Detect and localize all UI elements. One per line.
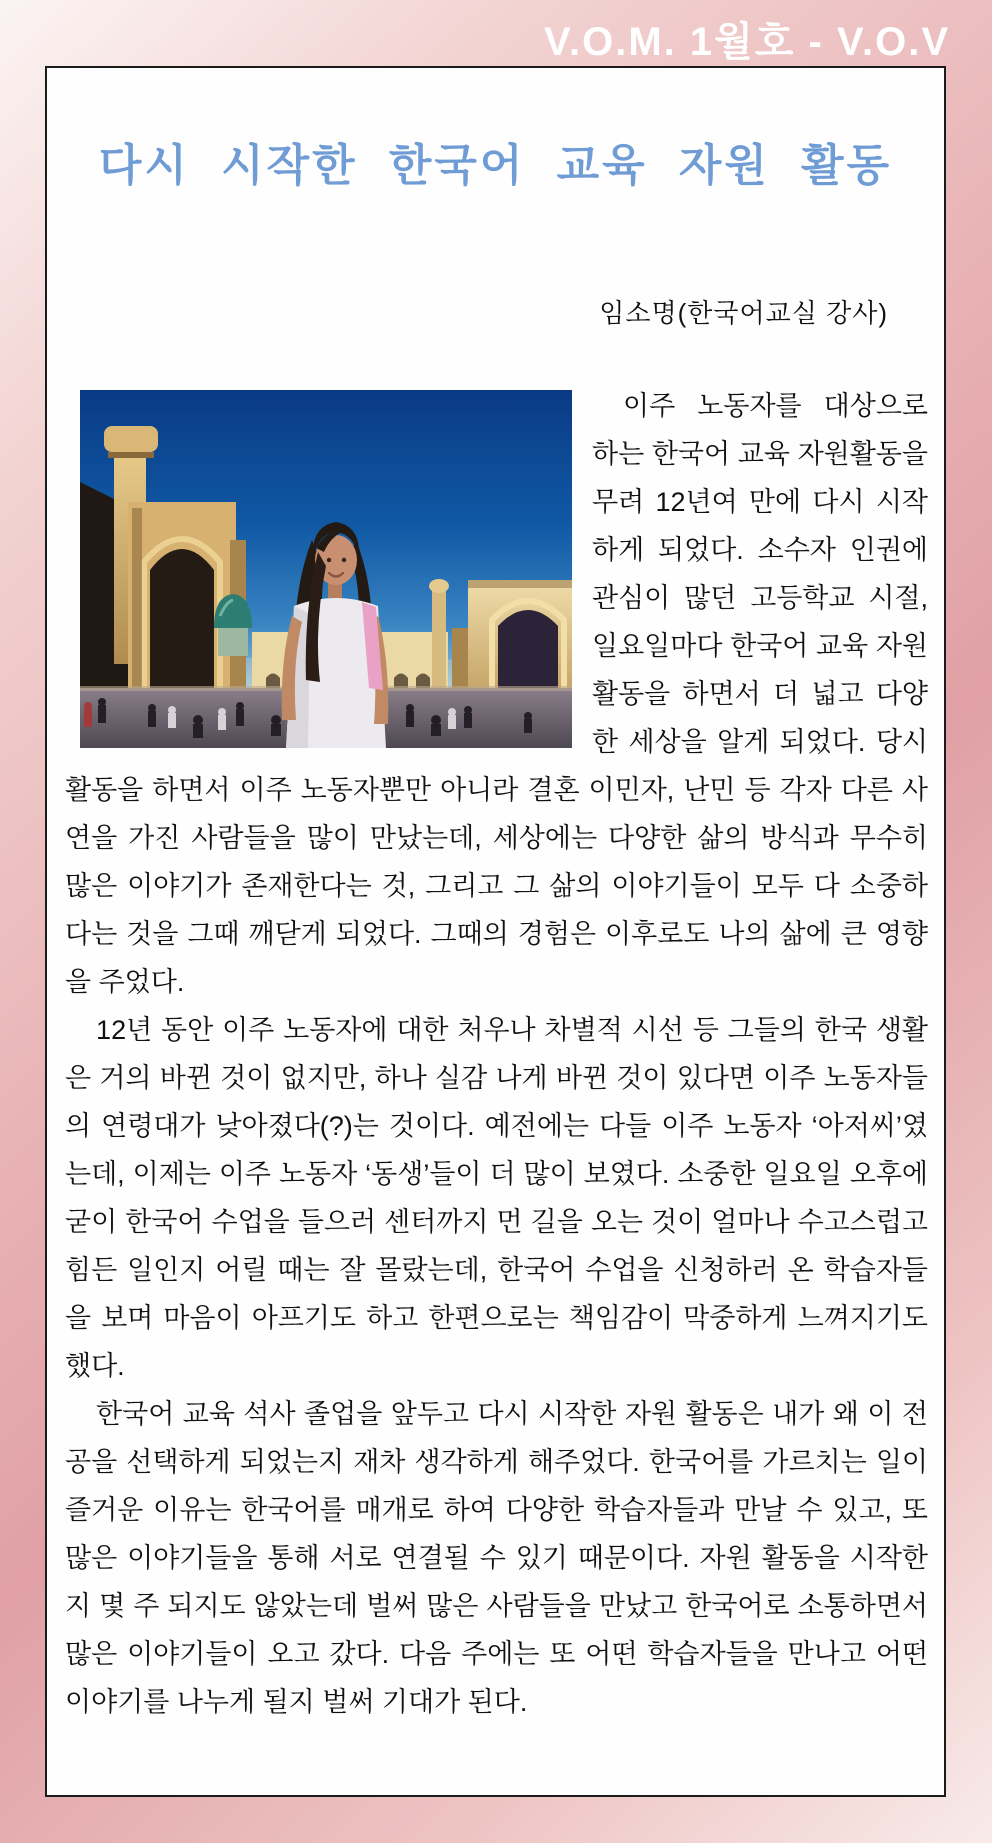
registan-square-photo [80, 390, 572, 748]
article-paragraph-3: 한국어 교육 석사 졸업을 앞두고 다시 시작한 자원 활동은 내가 왜 이 전공을 선택하게 되었는지 재차 생각하게 해주었다. 한국어를 가르치는 일이 즐거운 이유는 한국어를 매개로 하여 다양한 학습자들과 만날 수 있고, 또 많은 이야기들을 통해 서로 연결될 수 있기 때문이다. 자원 활동을 시작한 지 몇 주 되지도 않았는데 벌써 많은 사람들을 만났고 한국어로 소통하면서 많은 이야기들이 오고 갔다. 다음 주에는 또 어떤 학습자들을 만나고 어떤 이야기를 나누게 될지 벌써 기대가 된다. [65, 1398, 928, 1717]
article-body [47, 382, 944, 1726]
article-title: 다시 시작한 한국어 교육 자원 활동 [98, 141, 893, 190]
article-box [45, 66, 946, 1797]
article-byline: 임소명(한국어교실 강사) [599, 297, 888, 328]
newsletter-issue-header: V.O.M. 1월호 - V.O.V [544, 20, 950, 64]
article-paragraph-1: 이주 노동자를 대상으로 하는 한국어 교육 자원활동을 무려 12년여 만에 다시 시작하게 되었다. 소수자 인권에 관심이 많던 고등학교 시절, 일요일마다 한국어 교육 자원활동을 하면서 더 넓고 다양한 세상을 알게 되었다. 당시 활동을 하면서 이주 노동자뿐만 아니라 결혼 이민자, 난민 등 각자 다른 사연을 가진 사람들을 많이 만났는데, 세상에는 다양한 삶의 방식과 무수히 많은 이야기가 존재한다는 것, 그리고 그 삶의 이야기들이 모두 다 소중하다는 것을 그때 깨닫게 되었다. 그때의 경험은 이후로도 나의 삶에 큰 영향을 주었다. [65, 390, 928, 997]
article-paragraph-2: 12년 동안 이주 노동자에 대한 처우나 차별적 시선 등 그들의 한국 생활은 거의 바뀐 것이 없지만, 하나 실감 나게 바뀐 것이 있다면 이주 노동자들의 연령대가 낮아졌다(?)는 것이다. 예전에는 다들 이주 노동자 ‘아저씨’였는데, 이제는 이주 노동자 ‘동생’들이 더 많이 보였다. 소중한 일요일 오후에 굳이 한국어 수업을 들으러 센터까지 먼 길을 오는 것이 얼마나 수고스럽고 힘든 일인지 어릴 때는 잘 몰랐는데, 한국어 수업을 신청하러 온 학습자들을 보며 마음이 아프기도 하고 한편으로는 책임감이 막중하게 느껴지기도 했다. [65, 1014, 928, 1381]
